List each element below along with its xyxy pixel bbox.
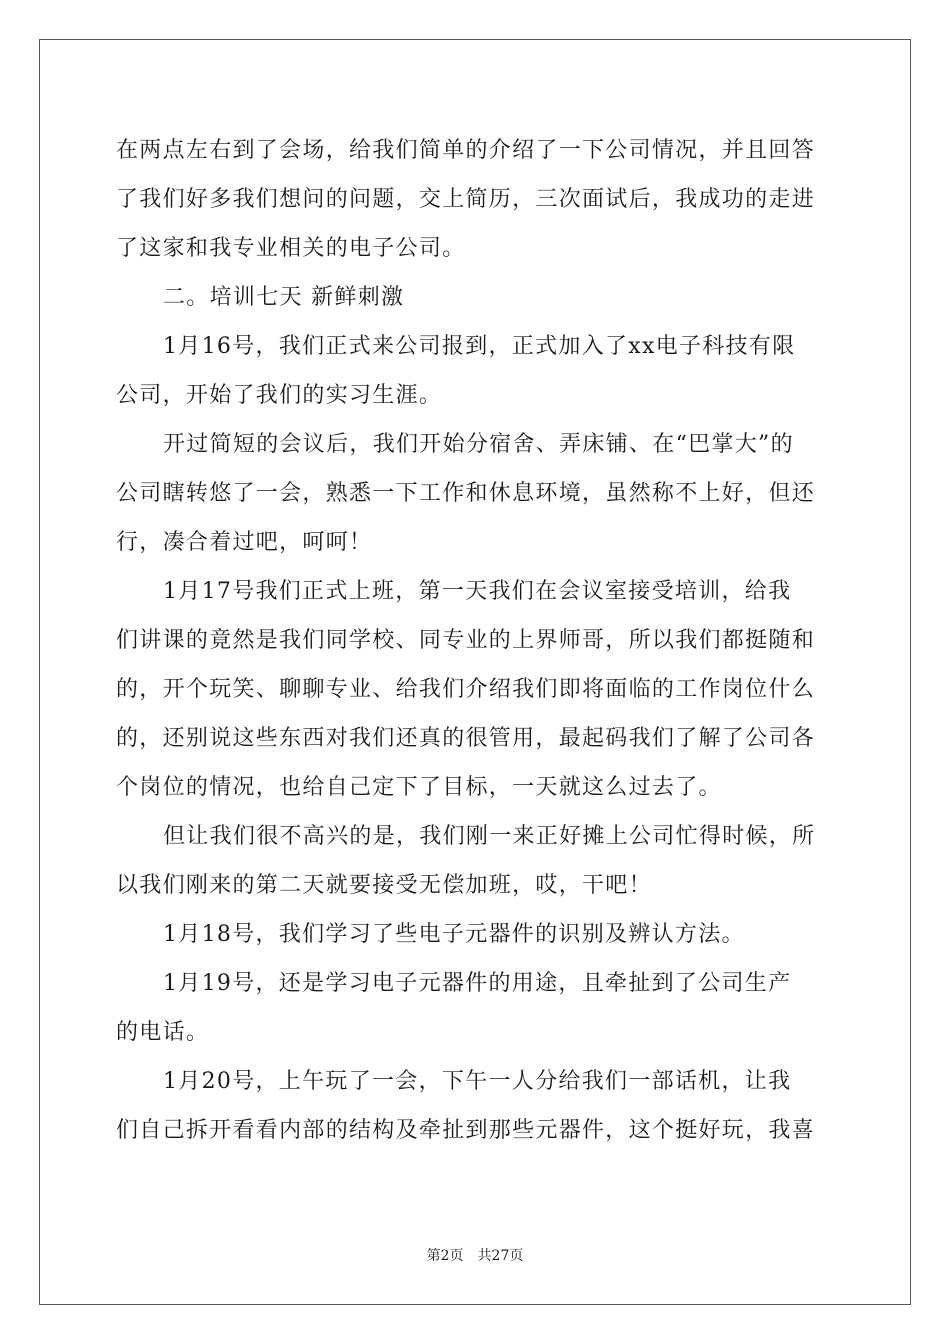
text-line: 的电话。 — [116, 1020, 210, 1045]
text-line: 1月19号，还是学习电子元器件的用途，且牵扯到了公司生产 — [163, 971, 792, 996]
document-body — [116, 126, 836, 1155]
text-line: 在两点左右到了会场，给我们简单的介绍了一下公司情况，并且回答 — [116, 138, 816, 163]
text-line: 了我们好多我们想问的问题，交上简历，三次面试后，我成功的走进 — [116, 187, 816, 212]
text-line: 了这家和我专业相关的电子公司。 — [116, 236, 466, 261]
text-line: 行，凑合着过吧，呵呵！ — [116, 530, 373, 555]
text-line: 但让我们很不高兴的是，我们刚一来正好摊上公司忙得时候，所 — [163, 824, 816, 849]
text-line: 开过简短的会议后，我们开始分宿舍、弄床铺、在“巴掌大”的 — [163, 432, 794, 457]
text-line: 个岗位的情况，也给自己定下了目标，一天就这么过去了。 — [116, 775, 722, 800]
section-heading: 二。培训七天 新鲜刺激 — [163, 285, 405, 310]
total-pages: 共27页 — [477, 1248, 524, 1264]
text-line: 们讲课的竟然是我们同学校、同专业的上界师哥，所以我们都挺随和 — [116, 628, 816, 653]
page-number: 第2页 — [426, 1248, 464, 1264]
text-line: 们自己拆开看看内部的结构及牵扯到那些元器件，这个挺好玩，我喜 — [116, 1118, 816, 1143]
text-line: 的，开个玩笑、聊聊专业、给我们介绍我们即将面临的工作岗位什么 — [116, 677, 816, 702]
text-line: 1月18号，我们学习了些电子元器件的识别及辨认方法。 — [163, 922, 745, 947]
text-line: 1月16号，我们正式来公司报到，正式加入了xx电子科技有限 — [163, 334, 796, 359]
page-footer — [0, 1247, 950, 1265]
text-line: 公司瞎转悠了一会，熟悉一下工作和休息环境，虽然称不上好，但还 — [116, 481, 816, 506]
text-line: 的，还别说这些东西对我们还真的很管用，最起码我们了解了公司各 — [116, 726, 816, 751]
text-line: 1月20号，上午玩了一会，下午一人分给我们一部话机，让我 — [163, 1069, 792, 1094]
text-line: 1月17号我们正式上班，第一天我们在会议室接受培训，给我 — [163, 579, 792, 604]
text-line: 公司，开始了我们的实习生涯。 — [116, 383, 443, 408]
text-line: 以我们刚来的第二天就要接受无偿加班，哎，干吧！ — [116, 873, 652, 898]
